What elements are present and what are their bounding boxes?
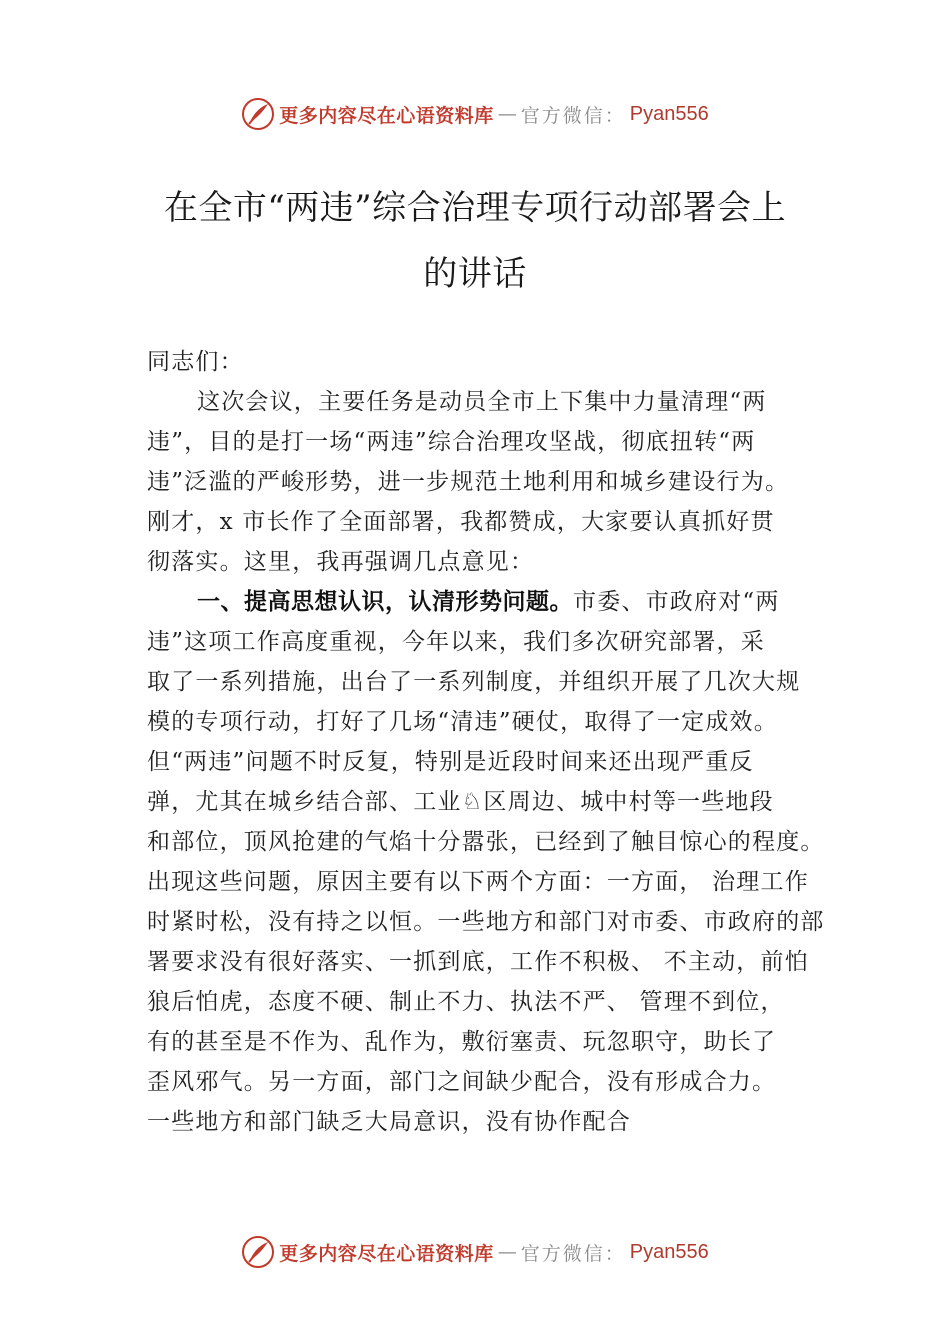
body-line: 和部位，顶风抢建的气焰十分嚣张，已经到了触目惊心的程度。: [147, 829, 825, 855]
body-line: 出现这些问题，原因主要有以下两个方面：一方面， 治理工作: [147, 869, 809, 895]
body-line: 但“两违”问题不时反复，特别是近段时间来还出现严重反: [147, 749, 754, 775]
body-line: 违”泛滥的严峻形势，进一步规范土地利用和城乡建设行为。: [147, 469, 790, 495]
banner-account: Pyan556: [629, 1240, 709, 1263]
footer-banner: [0, 1232, 950, 1272]
body-line: 违”这项工作高度重视，今年以来，我们多次研究部署，采: [147, 629, 765, 655]
document-title-line-1: 在全市“两违”综合治理专项行动部署会上: [163, 188, 787, 228]
body-line: 彻落实。这里，我再强调几点意见：: [147, 549, 535, 575]
body-line: 有的甚至是不作为、乱作为，敷衍塞责、玩忽职守，助长了: [147, 1029, 777, 1055]
quill-logo-icon: [241, 97, 275, 131]
body-line: 一些地方和部门缺乏大局意识，没有协作配合: [147, 1109, 631, 1135]
body-line: 狼后怕虎，态度不硬、制止不力、执法不严、 管理不到位，: [147, 989, 785, 1015]
body-line: 刚才，x 市长作了全面部署，我都赞成，大家要认真抓好贯: [147, 509, 775, 535]
banner-label: 官方微信：: [520, 104, 626, 127]
banner-label: 官方微信：: [520, 1242, 626, 1265]
header-banner: [0, 94, 950, 134]
body-line: 取了一系列措施，出台了一系列制度，并组织开展了几次大规: [147, 669, 801, 695]
body-line: 这次会议，主要任务是动员全市上下集中力量清理“两: [197, 389, 767, 415]
body-line: 违”，目的是打一场“两违”综合治理攻坚战，彻底扭转“两: [147, 429, 756, 455]
body-line: 署要求没有很好落实、一抓到底，工作不积极、 不主动，前怕: [147, 949, 809, 975]
body-line: 时紧时松，没有持之以恒。一些地方和部门对市委、市政府的部: [147, 909, 825, 935]
body-line: 市委、市政府对“两: [573, 589, 780, 615]
document-title-line-2: 的讲话: [423, 254, 527, 294]
section-heading: 一、提高思想认识，认清形势问题。: [197, 589, 573, 615]
body-line: 歪风邪气。另一方面，部门之间缺少配合，没有形成合力。: [147, 1069, 777, 1095]
salutation: 同志们：: [147, 349, 244, 375]
body-line: 模的专项行动，打好了几场“清违”硬仗，取得了一定成效。: [147, 709, 778, 735]
banner-main-text: 更多内容尽在心语资料库: [279, 104, 494, 127]
body-line: 弹，尤其在城乡结合部、工业♘区周边、城中村等一些地段: [147, 789, 774, 815]
banner-separator: —: [497, 1241, 517, 1263]
banner-account: Pyan556: [629, 102, 709, 125]
section-paragraph-start: [197, 582, 780, 622]
banner-separator: —: [497, 103, 517, 125]
quill-logo-icon: [241, 1235, 275, 1269]
banner-main-text: 更多内容尽在心语资料库: [279, 1242, 494, 1265]
